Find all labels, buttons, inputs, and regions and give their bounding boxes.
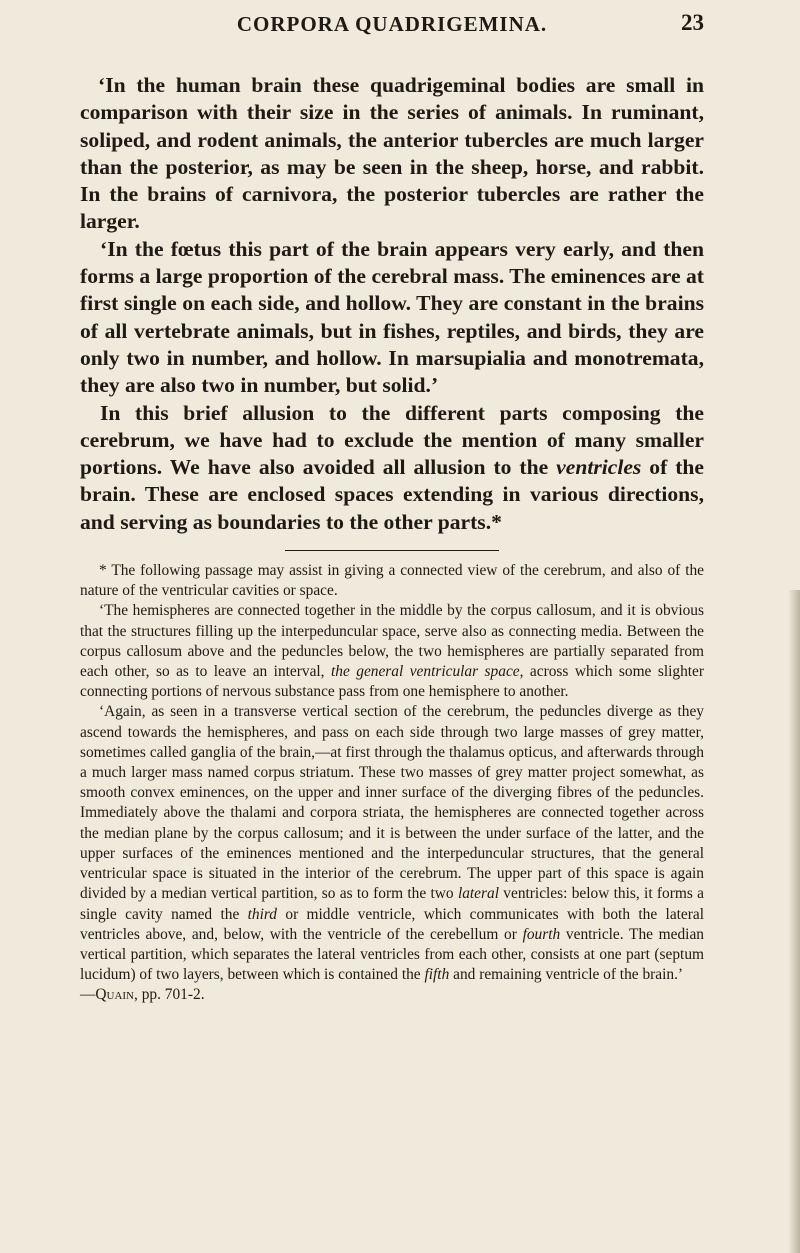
fourth-emphasis: fourth — [522, 925, 561, 943]
page-header — [80, 0, 704, 44]
footnote-hemispheres-text-2: , across which some slighter connecting portions of nervous substance pass from one hemisphere to another. — [80, 663, 704, 701]
ventricles-emphasis: ventricles — [556, 455, 642, 480]
citation-author: Quain — [95, 986, 134, 1004]
footnote-hemispheres — [80, 601, 704, 702]
running-head: CORPORA QUADRIGEMINA. — [236, 12, 548, 36]
paragraph-ventricles-text-2: of the brain. These are enclosed spaces extending in various directions, and serving as boundaries to the other parts.* — [80, 455, 704, 534]
page-number: 23 — [681, 10, 704, 35]
footnote-section-text-3: or middle ventricle, which communicates with both the lateral ventricles above, and, below, with the ventricle of the cerebellum or — [80, 905, 704, 943]
paragraph-foetus: ‘In the fœtus this part of the brain appears very early, and then forms a large proportion of the cerebral mass. The eminences are at first single on each side, and hollow. They are constant in the brains of all vertebrate animals, but in fishes, reptiles, and birds, they are only two in number, and hollow. In marsupialia and monotremata, they are also two in number, but solid.’ — [80, 236, 704, 398]
footnote-section-text-1: ‘Again, as seen in a transverse vertical section of the cerebrum, the peduncles diverge as they ascend towards the hemispheres, and pass on each side through two large masses of grey matter, sometimes called ganglia of the brain,—at first through the thalamus opticus, and afterwards through a much larger mass named corpus striatum. These two masses of grey matter project somewhat, as smooth convex eminences, on the upper and inner surface of the diverging fibres of the peduncles. Immediately above the thalami and corpora striata, the hemispheres are connected together across the median plane by the corpus callosum; and it is between the under surface of the latter, and the upper surfaces of the eminences mentioned and the interpeduncular structures, that the general ventricular space is situated in the interior of the cerebrum. The upper part of this space is again divided by a median vertical partition, so as to form the two — [80, 703, 704, 903]
fifth-emphasis: fifth — [424, 966, 450, 984]
paragraph-ventricles-text-1: In this brief allusion to the different parts composing the cerebrum, we have had to exclude the mention of many smaller portions. We have also avoided all allusion to the — [80, 400, 704, 480]
third-emphasis: third — [247, 905, 278, 923]
citation-dash: — — [80, 986, 96, 1004]
citation-pages: , pp. 701-2. — [134, 986, 205, 1004]
footnote-intro: * The following passage may assist in giving a connected view of the cerebrum, and also of the nature of the ventricular cavities or space. — [80, 562, 704, 600]
paragraph-ventricles — [80, 400, 704, 536]
general-ventricular-space-emphasis: the general ventricular space — [331, 663, 520, 681]
footnote-section-text-2: ventricles: below this, it forms a single cavity named the — [80, 885, 704, 923]
footnote-section — [80, 702, 704, 985]
footnote — [80, 561, 704, 1005]
main-text — [80, 72, 704, 536]
footnote-hemispheres-text-1: ‘The hemispheres are connected together in the middle by the corpus callosum, and it is obvious that the structures filling up the interpeduncular space, serve also as connecting media. Between the corpus callosum above and the peduncles below, the two hemispheres are partially separated from each other, so as to leave an interval, — [80, 602, 704, 681]
paragraph-quadrigeminal-size: ‘In the human brain these quadrigeminal bodies are small in comparison with their size in the series of animals. In ruminant, soliped, and rodent animals, the anterior tubercles are much larger than the posterior, as may be seen in the sheep, horse, and rabbit. In the brains of carnivora, the posterior tubercles are rather the larger. — [80, 73, 704, 234]
footnote-section-text-4: ventricle. The median vertical partition, which separates the lateral ventricles from each other, consists at one part (septum lucidum) of two layers, between which is contained the — [80, 925, 704, 984]
lateral-emphasis: lateral — [457, 885, 499, 903]
footnote-divider — [285, 550, 499, 551]
footnote-section-text-5: and remaining ventricle of the brain.’ — [449, 966, 684, 984]
page-edge-shadow — [788, 590, 800, 1253]
citation — [80, 985, 704, 1005]
